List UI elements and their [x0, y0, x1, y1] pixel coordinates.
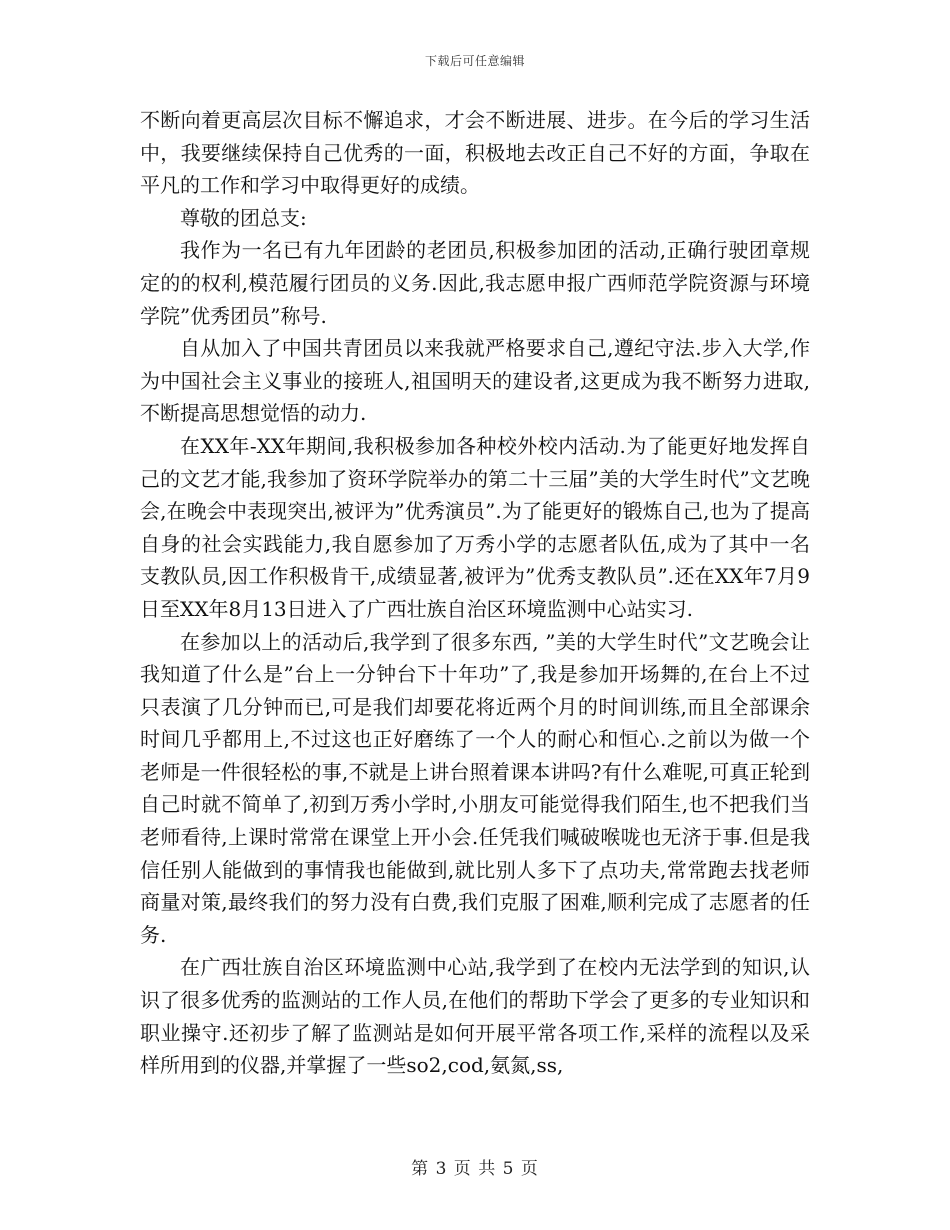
paragraph-6: 在广西壮族自治区环境监测中心站,我学到了在校内无法学到的知识,认识了很多优秀的监测站的工作人员,在他们的帮助下学会了更多的专业知识和职业操守.还初步了解了监测站是如何开展平常各项工作,采样的流程以及采样所用到的仪器,并掌握了一些so2,cod,氨氮,ss,: [140, 955, 810, 1078]
paragraph-3: 自从加入了中国共青团员以来我就严格要求自己,遵纪守法.步入大学,作为中国社会主义事业的接班人,祖国明天的建设者,这更成为我不断努力进取,不断提高思想觉悟的动力.: [140, 336, 810, 426]
paragraph-4: 在XX年-XX年期间,我积极参加各种校外校内活动.为了能更好地发挥自己的文艺才能,我参加了资环学院举办的第二十三届”美的大学生时代”文艺晚会,在晚会中表现突出,被评为”优秀演员”.为了能更好的锻炼自己,也为了提高自身的社会实践能力,我自愿参加了万秀小学的志愿者队伍,成为了其中一名支教队员,因工作积极肯干,成绩显著,被评为”优秀支教队员”.还在XX年7月9日至XX年8月13日进入了广西壮族自治区环境监测中心站实习.: [140, 433, 810, 621]
document-body: [140, 104, 810, 1082]
salutation: 尊敬的团总支:: [180, 205, 307, 230]
page-number: 第 3 页 共 5 页: [411, 1159, 539, 1179]
page-header: 下载后可任意编辑: [424, 54, 525, 68]
paragraph-1: 不断向着更高层次目标不懈追求，才会不断进展、进步。在今后的学习生活中，我要继续保持自己优秀的一面，积极地去改正自己不好的方面，争取在平凡的工作和学习中取得更好的成绩。: [140, 108, 810, 198]
paragraph-5: 在参加以上的活动后,我学到了很多东西, ”美的大学生时代”文艺晚会让我知道了什么是”台上一分钟台下十年功”了,我是参加开场舞的,在台上不过只表演了几分钟而已,可是我们却要花将近两个月的时间训练,而且全部课余时间几乎都用上,不过这也正好磨练了一个人的耐心和恒心.之前以为做一个老师是一件很轻松的事,不就是上讲台照着课本讲吗?有什么难呢,可真正轮到自己时就不简单了,初到万秀小学时,小朋友可能觉得我们陌生,也不把我们当老师看待,上课时常常在课堂上开小会.任凭我们喊破喉咙也无济于事.但是我信任别人能做到的事情我也能做到,就比别人多下了点功夫,常常跑去找老师商量对策,最终我们的努力没有白费,我们克服了困难,顺利完成了志愿者的任务.: [140, 629, 810, 947]
paragraph-2: 我作为一名已有九年团龄的老团员,积极参加团的活动,正确行驶团章规定的的权利,模范履行团员的义务.因此,我志愿申报广西师范学院资源与环境学院”优秀团员”称号.: [140, 238, 810, 328]
